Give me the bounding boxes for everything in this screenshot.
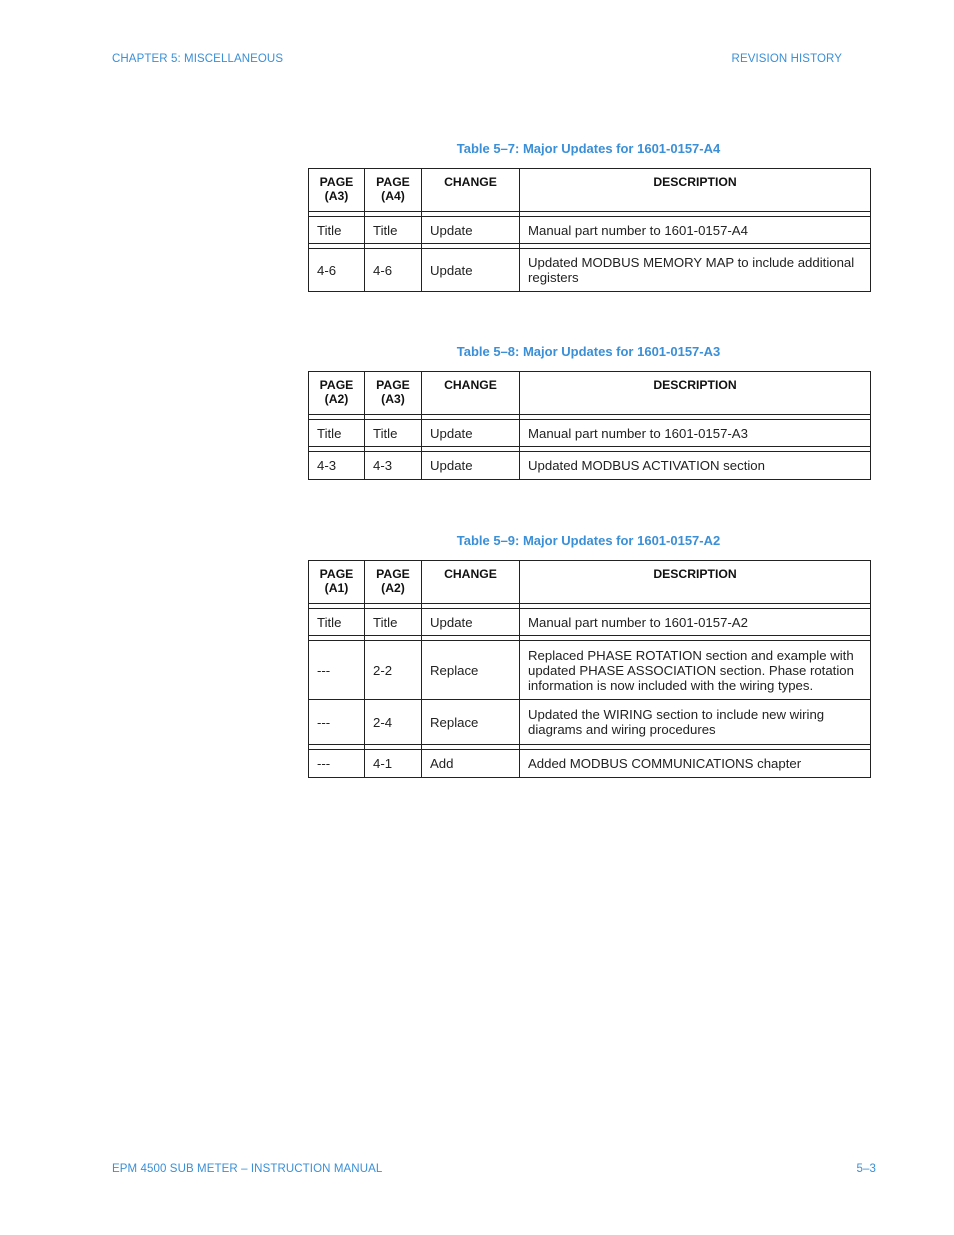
cell-change: Replace [422, 641, 520, 700]
table-row [309, 249, 871, 292]
col-header-page-new: PAGE (A2) [365, 561, 422, 604]
cell-page-old: --- [309, 700, 365, 745]
col-header-page-new: PAGE (A4) [365, 169, 422, 212]
table-caption: Table 5–7: Major Updates for 1601-0157-A4 [456, 141, 721, 156]
col-header-page-old: PAGE (A1) [309, 561, 365, 604]
table-caption: Table 5–9: Major Updates for 1601-0157-A2 [456, 533, 721, 548]
cell-description: Updated the WIRING section to include new wiring diagrams and wiring procedures [520, 700, 871, 745]
table-row [309, 700, 871, 745]
col-header-description: DESCRIPTION [520, 169, 871, 212]
cell-page-old: Title [309, 217, 365, 244]
col-header-page-old: PAGE (A3) [309, 169, 365, 212]
cell-description: Manual part number to 1601-0157-A2 [520, 609, 871, 636]
cell-change: Update [422, 217, 520, 244]
cell-page-old: 4-3 [309, 452, 365, 480]
table-header-row [309, 169, 871, 212]
cell-description: Manual part number to 1601-0157-A3 [520, 420, 871, 447]
cell-change: Update [422, 420, 520, 447]
cell-description: Updated MODBUS MEMORY MAP to include additional registers [520, 249, 871, 292]
table-caption: Table 5–8: Major Updates for 1601-0157-A3 [456, 344, 721, 359]
table-row [309, 452, 871, 480]
col-header-change: CHANGE [422, 372, 520, 415]
revision-table-a4 [308, 168, 871, 292]
cell-change: Add [422, 750, 520, 778]
table-header-row [309, 372, 871, 415]
cell-page-new: 4-6 [365, 249, 422, 292]
page-number: 5–3 [856, 1163, 876, 1175]
cell-description: Added MODBUS COMMUNICATIONS chapter [520, 750, 871, 778]
cell-change: Update [422, 249, 520, 292]
cell-page-old: Title [309, 420, 365, 447]
cell-change: Update [422, 452, 520, 480]
cell-change: Replace [422, 700, 520, 745]
col-header-description: DESCRIPTION [520, 561, 871, 604]
table-row [309, 609, 871, 636]
cell-page-new: Title [365, 217, 422, 244]
table-row [309, 217, 871, 244]
cell-page-new: 4-3 [365, 452, 422, 480]
col-header-page-new: PAGE (A3) [365, 372, 422, 415]
cell-description: Replaced PHASE ROTATION section and example with updated PHASE ASSOCIATION section. Phase rotation information is now included with the wiring types. [520, 641, 871, 700]
col-header-description: DESCRIPTION [520, 372, 871, 415]
manual-title-footer: EPM 4500 SUB METER – INSTRUCTION MANUAL [112, 1163, 383, 1175]
cell-page-old: --- [309, 641, 365, 700]
col-header-page-old: PAGE (A2) [309, 372, 365, 415]
cell-page-new: 2-2 [365, 641, 422, 700]
chapter-header: CHAPTER 5: MISCELLANEOUS [112, 53, 284, 65]
cell-change: Update [422, 609, 520, 636]
table-header-row [309, 561, 871, 604]
section-header: REVISION HISTORY [731, 53, 842, 65]
cell-page-old: Title [309, 609, 365, 636]
col-header-change: CHANGE [422, 561, 520, 604]
revision-table-a3 [308, 371, 871, 480]
cell-page-old: --- [309, 750, 365, 778]
col-header-change: CHANGE [422, 169, 520, 212]
table-row [309, 420, 871, 447]
revision-table-a2 [308, 560, 871, 778]
cell-page-new: 4-1 [365, 750, 422, 778]
cell-description: Manual part number to 1601-0157-A4 [520, 217, 871, 244]
cell-page-old: 4-6 [309, 249, 365, 292]
cell-page-new: Title [365, 420, 422, 447]
table-row [309, 750, 871, 778]
cell-description: Updated MODBUS ACTIVATION section [520, 452, 871, 480]
cell-page-new: Title [365, 609, 422, 636]
table-row [309, 641, 871, 700]
cell-page-new: 2-4 [365, 700, 422, 745]
